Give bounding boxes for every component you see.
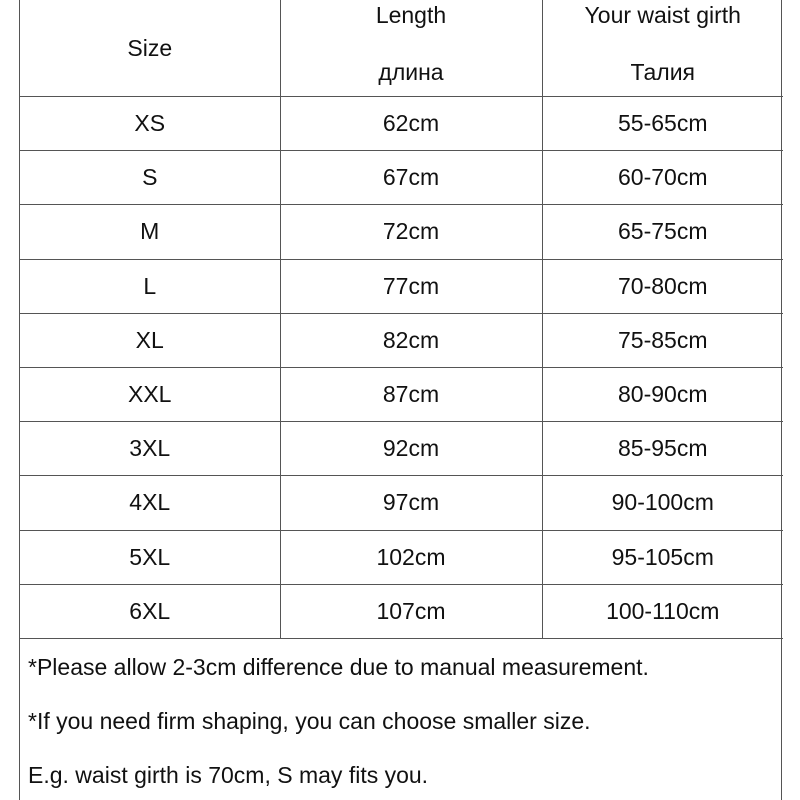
cell-size: 6XL [20,584,280,638]
table-row [20,367,783,421]
cell-size: 4XL [20,476,280,530]
size-table [20,0,783,639]
header-length-ru: длина [378,59,444,85]
note-measurement: *Please allow 2-3cm difference due to manual measurement. [28,654,649,680]
size-chart [19,0,782,800]
cell-waist: 95-105cm [542,530,783,584]
cell-waist: 80-90cm [542,367,783,421]
cell-size: 5XL [20,530,280,584]
cell-length: 82cm [280,313,542,367]
table-row [20,259,783,313]
table-header-row [20,0,783,97]
table-row [20,422,783,476]
header-length [280,0,542,97]
header-size-label: Size [127,34,173,61]
note-firm-shaping: *If you need firm shaping, you can choose smaller size. [28,708,591,734]
table-row [20,313,783,367]
cell-length: 102cm [280,530,542,584]
table-row [20,151,783,205]
table-row [20,584,783,638]
cell-length: 72cm [280,205,542,259]
cell-waist: 100-110cm [542,584,783,638]
cell-size: XS [20,97,280,151]
header-waist-ru: Талия [630,59,696,85]
cell-waist: 65-75cm [542,205,783,259]
cell-size: XL [20,313,280,367]
cell-waist: 60-70cm [542,151,783,205]
cell-length: 62cm [280,97,542,151]
header-size [20,0,280,97]
notes-section [20,638,781,800]
cell-length: 67cm [280,151,542,205]
cell-length: 107cm [280,584,542,638]
cell-length: 87cm [280,367,542,421]
cell-length: 77cm [280,259,542,313]
cell-waist: 85-95cm [542,422,783,476]
table-row [20,205,783,259]
cell-size: 3XL [20,422,280,476]
cell-length: 92cm [280,422,542,476]
cell-waist: 70-80cm [542,259,783,313]
note-example: E.g. waist girth is 70cm, S may fits you. [28,762,429,788]
header-length-en: Length [375,2,447,28]
cell-size: XXL [20,367,280,421]
cell-length: 97cm [280,476,542,530]
table-row [20,97,783,151]
header-waist [542,0,783,97]
cell-size: S [20,151,280,205]
cell-size: L [20,259,280,313]
header-waist-en: Your waist girth [584,2,741,28]
table-row [20,530,783,584]
cell-waist: 90-100cm [542,476,783,530]
table-row [20,476,783,530]
table-body [20,97,783,639]
cell-size: M [20,205,280,259]
cell-waist: 55-65cm [542,97,783,151]
cell-waist: 75-85cm [542,313,783,367]
